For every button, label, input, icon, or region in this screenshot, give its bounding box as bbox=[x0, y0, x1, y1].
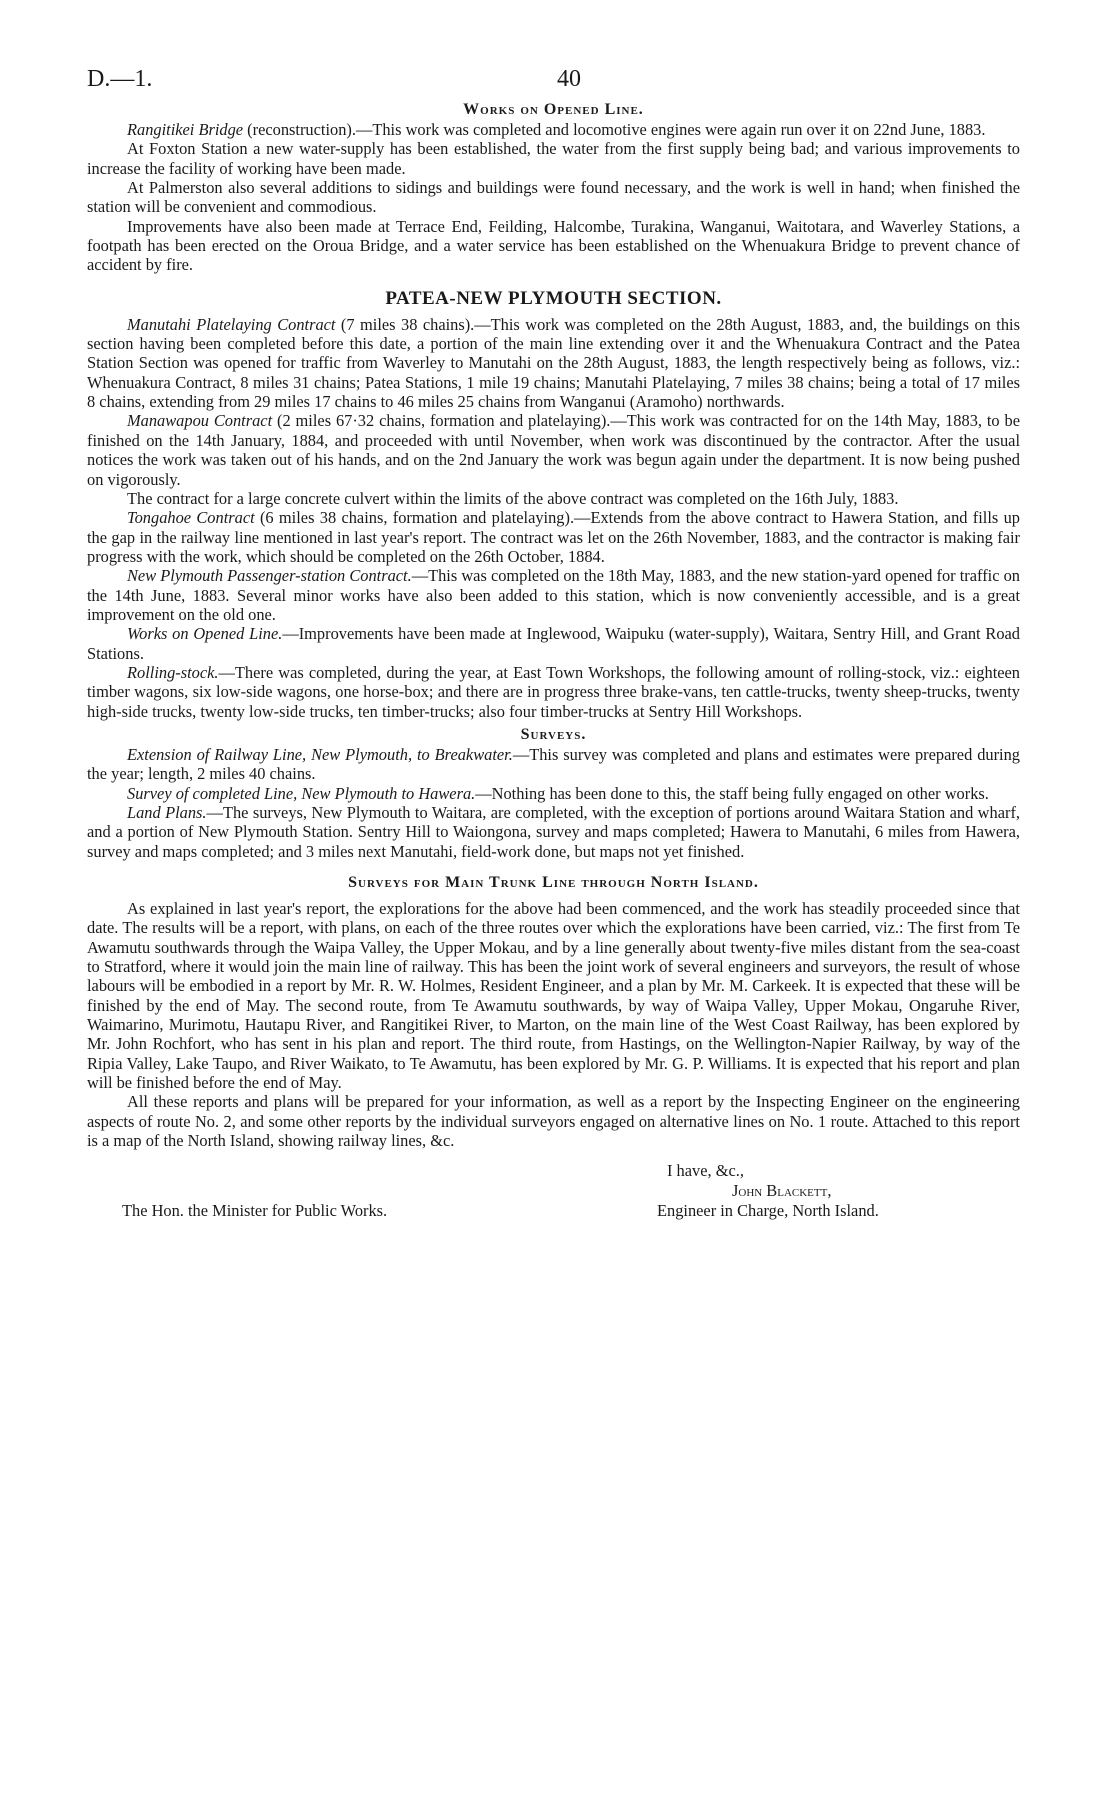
paragraph-text: (6 miles 38 chains, formation and platelaying).—Extends from the above contract to Hawera Station, and fills up the gap in the railway line mentioned in last year's report. The contract was let on the 26th November, 1883, and the contractor is making fair progress with the work, which should be completed on the 26th October, 1884. bbox=[87, 508, 1020, 566]
page-header bbox=[87, 60, 1020, 100]
document-page bbox=[87, 60, 1020, 1271]
section-heading: Surveys. bbox=[520, 725, 587, 743]
paragraph-text: (2 miles 67·32 chains, formation and platelaying).—This work was contracted for on the 14th May, 1883, to be finished on the 14th January, 1884, and proceeded with until November, when work was discontinued by the contractor. After the usual notices the work was taken out of his hands, and on the 2nd January the work was begun again under the department. It is now being pushed on vigorously. bbox=[87, 411, 1020, 489]
paragraph: At Palmerston also several additions to sidings and buildings were found necessary, and the work is well in hand; when finished the station will be convenient and commodious. bbox=[87, 178, 1020, 217]
section-surveys bbox=[87, 725, 1020, 861]
section-heading: Works on Opened Line. bbox=[463, 101, 644, 118]
paragraph-lead: Works on Opened Line. bbox=[127, 624, 283, 644]
paragraph: As explained in last year's report, the explorations for the above had been commenced, and the work has steadily proceeded since that date. The results will be a report, with plans, on each of the three routes over which the explorations have been carried, viz.: The first from Te Awamutu southwards through the Waipa Valley, the Upper Mokau, and by a line generally about twenty-five miles distant from the sea-coast to Stratford, where it would join the main line of railway. This has been the joint work of several engineers and surveyors, the result of whose labours will be embodied in a report by Mr. R. W. Holmes, Resident Engineer, and a plan by Mr. M. Carkeek. It is expected that these will be finished by the end of May. The second route, from Te Awamutu southwards, by way of Waipa Valley, Upper Mokau, Ongaruhe River, Waimarino, Murimotu, Hautapu River, and Rangitikei River, to Marton, on the main line of the West Coast Railway, has been explored by Mr. John Rochfort, who has sent in his plan and report. The third route, from Hastings, on the Wellington-Napier Railway, by way of the Ripia Valley, Lake Taupo, and River Waikato, to Te Awamutu, has been explored by Mr. G. P. Williams. It is expected that his report and plan will be finished before the end of May. bbox=[87, 899, 1020, 1093]
closing-line: I have, &c., bbox=[667, 1160, 744, 1180]
paragraph: All these reports and plans will be prepared for your information, as well as a report by the Inspecting Engineer on the engineering aspects of route No. 2, and some other reports by the individual surveyors engaged on alternative lines on No. 1 route. Attached to this report is a map of the North Island, showing railway lines, &c. bbox=[87, 1092, 1020, 1151]
paragraph: At Foxton Station a new water-supply has been established, the water from the first supply being bad; and various improvements to increase the facility of working have been made. bbox=[87, 139, 1020, 178]
paragraph-lead: Rolling-stock. bbox=[127, 662, 219, 682]
paragraph-text: (7 miles 38 chains).—This work was completed on the 28th August, 1883, and, the buildings on this section having been completed before this date, a portion of the main line extending over it and the Whenuakura Contract and the Patea Station Section was opened for traffic from Waverley to Manutahi on the 28th August, 1883, the length respectively being as follows, viz.: Whenuakura Contract, 8 miles 31 chains; Patea Stations, 1 mile 19 chains; Manutahi Platelaying, 7 miles 38 chains; being a total of 17 miles 8 chains, extending from 29 miles 17 chains to 46 miles 25 chains from Wanganui (Aramoho) northwards. bbox=[87, 314, 1020, 412]
paragraph bbox=[87, 508, 1020, 566]
paragraph bbox=[87, 624, 1020, 663]
section-patea-new-plymouth bbox=[87, 287, 1020, 721]
paragraph-text: —Improvements have been made at Inglewood, Waipuku (water-supply), Waitara, Sentry Hill, and Grant Road Stations. bbox=[87, 624, 1020, 663]
paragraph-text: (reconstruction).—This work was completed and locomotive engines were again run over it on 22nd June, 1883. bbox=[243, 120, 986, 139]
paragraph: The contract for a large concrete culvert within the limits of the above contract was completed on the 16th July, 1883. bbox=[127, 488, 899, 508]
paragraph bbox=[87, 803, 1020, 861]
signatory-title: Engineer in Charge, North Island. bbox=[657, 1200, 879, 1220]
paragraph bbox=[87, 784, 1020, 803]
section-heading: PATEA-NEW PLYMOUTH SECTION. bbox=[385, 287, 722, 309]
paragraph-lead: Extension of Railway Line, New Plymouth, to Breakwater. bbox=[127, 744, 513, 764]
paragraph bbox=[87, 315, 1020, 412]
paragraph-lead: Manawapou Contract bbox=[127, 411, 273, 431]
paragraph bbox=[87, 566, 1020, 624]
page-number: 40 bbox=[557, 66, 581, 92]
paragraph-lead: Tongahoe Contract bbox=[127, 508, 255, 528]
paragraph-text: —This survey was completed and plans and estimates were prepared during the year; length, 2 miles 40 chains. bbox=[87, 744, 1020, 784]
paragraph-lead: Manutahi Platelaying Contract bbox=[127, 314, 336, 334]
paragraph-text: —The surveys, New Plymouth to Waitara, are completed, with the exception of portions around Waitara Station and wharf, and a portion of New Plymouth Station. Sentry Hill to Waiongona, survey and maps completed; Hawera to Manutahi, 6 miles from Hawera, survey and maps completed; and 3 miles next Manutahi, field-work done, but maps not yet finished. bbox=[87, 803, 1021, 861]
paragraph-lead: New Plymouth Passenger-station Contract. bbox=[127, 566, 412, 586]
section-works-opened-line bbox=[87, 100, 1020, 275]
paragraph bbox=[87, 120, 1020, 139]
document-code: D.—1. bbox=[87, 66, 153, 92]
paragraph bbox=[87, 745, 1020, 784]
paragraph-text: —This was completed on the 18th May, 1883, and the new station-yard opened for traffic on the 14th June, 1883. Several minor works have also been added to this station, which is now conveniently accessible, and is a great improvement on the old one. bbox=[87, 566, 1020, 624]
signatory-name: John Blackett, bbox=[732, 1180, 832, 1200]
paragraph-lead: Land Plans. bbox=[127, 803, 207, 822]
paragraph-lead: Rangitikei Bridge bbox=[127, 120, 244, 139]
paragraph-lead: Survey of completed Line, New Plymouth to Hawera. bbox=[127, 783, 476, 803]
section-heading: Surveys for Main Trunk Line through North Island. bbox=[348, 874, 759, 892]
paragraph-text: —Nothing has been done to this, the staff being fully engaged on other works. bbox=[475, 783, 989, 803]
signature-block bbox=[87, 1151, 1020, 1271]
paragraph bbox=[87, 663, 1020, 721]
addressee: The Hon. the Minister for Public Works. bbox=[122, 1200, 388, 1220]
section-main-trunk-surveys bbox=[87, 873, 1020, 1150]
paragraph: Improvements have also been made at Terrace End, Feilding, Halcombe, Turakina, Wanganui, Waitotara, and Waverley Stations, a footpath has been erected on the Oroua Bridge, and a water service has been established on the Whenuakura Bridge to prevent chance of accident by fire. bbox=[87, 216, 1020, 275]
paragraph bbox=[87, 411, 1020, 488]
paragraph-text: —There was completed, during the year, at East Town Workshops, the following amount of rolling-stock, viz.: eighteen timber wagons, six low-side wagons, one horse-box; and there are in progress three brake-vans, ten cattle-trucks, twenty sheep-trucks, twenty high-side trucks, twenty low-side trucks, ten timber-trucks; also four timber-trucks at Sentry Hill Workshops. bbox=[87, 662, 1020, 721]
